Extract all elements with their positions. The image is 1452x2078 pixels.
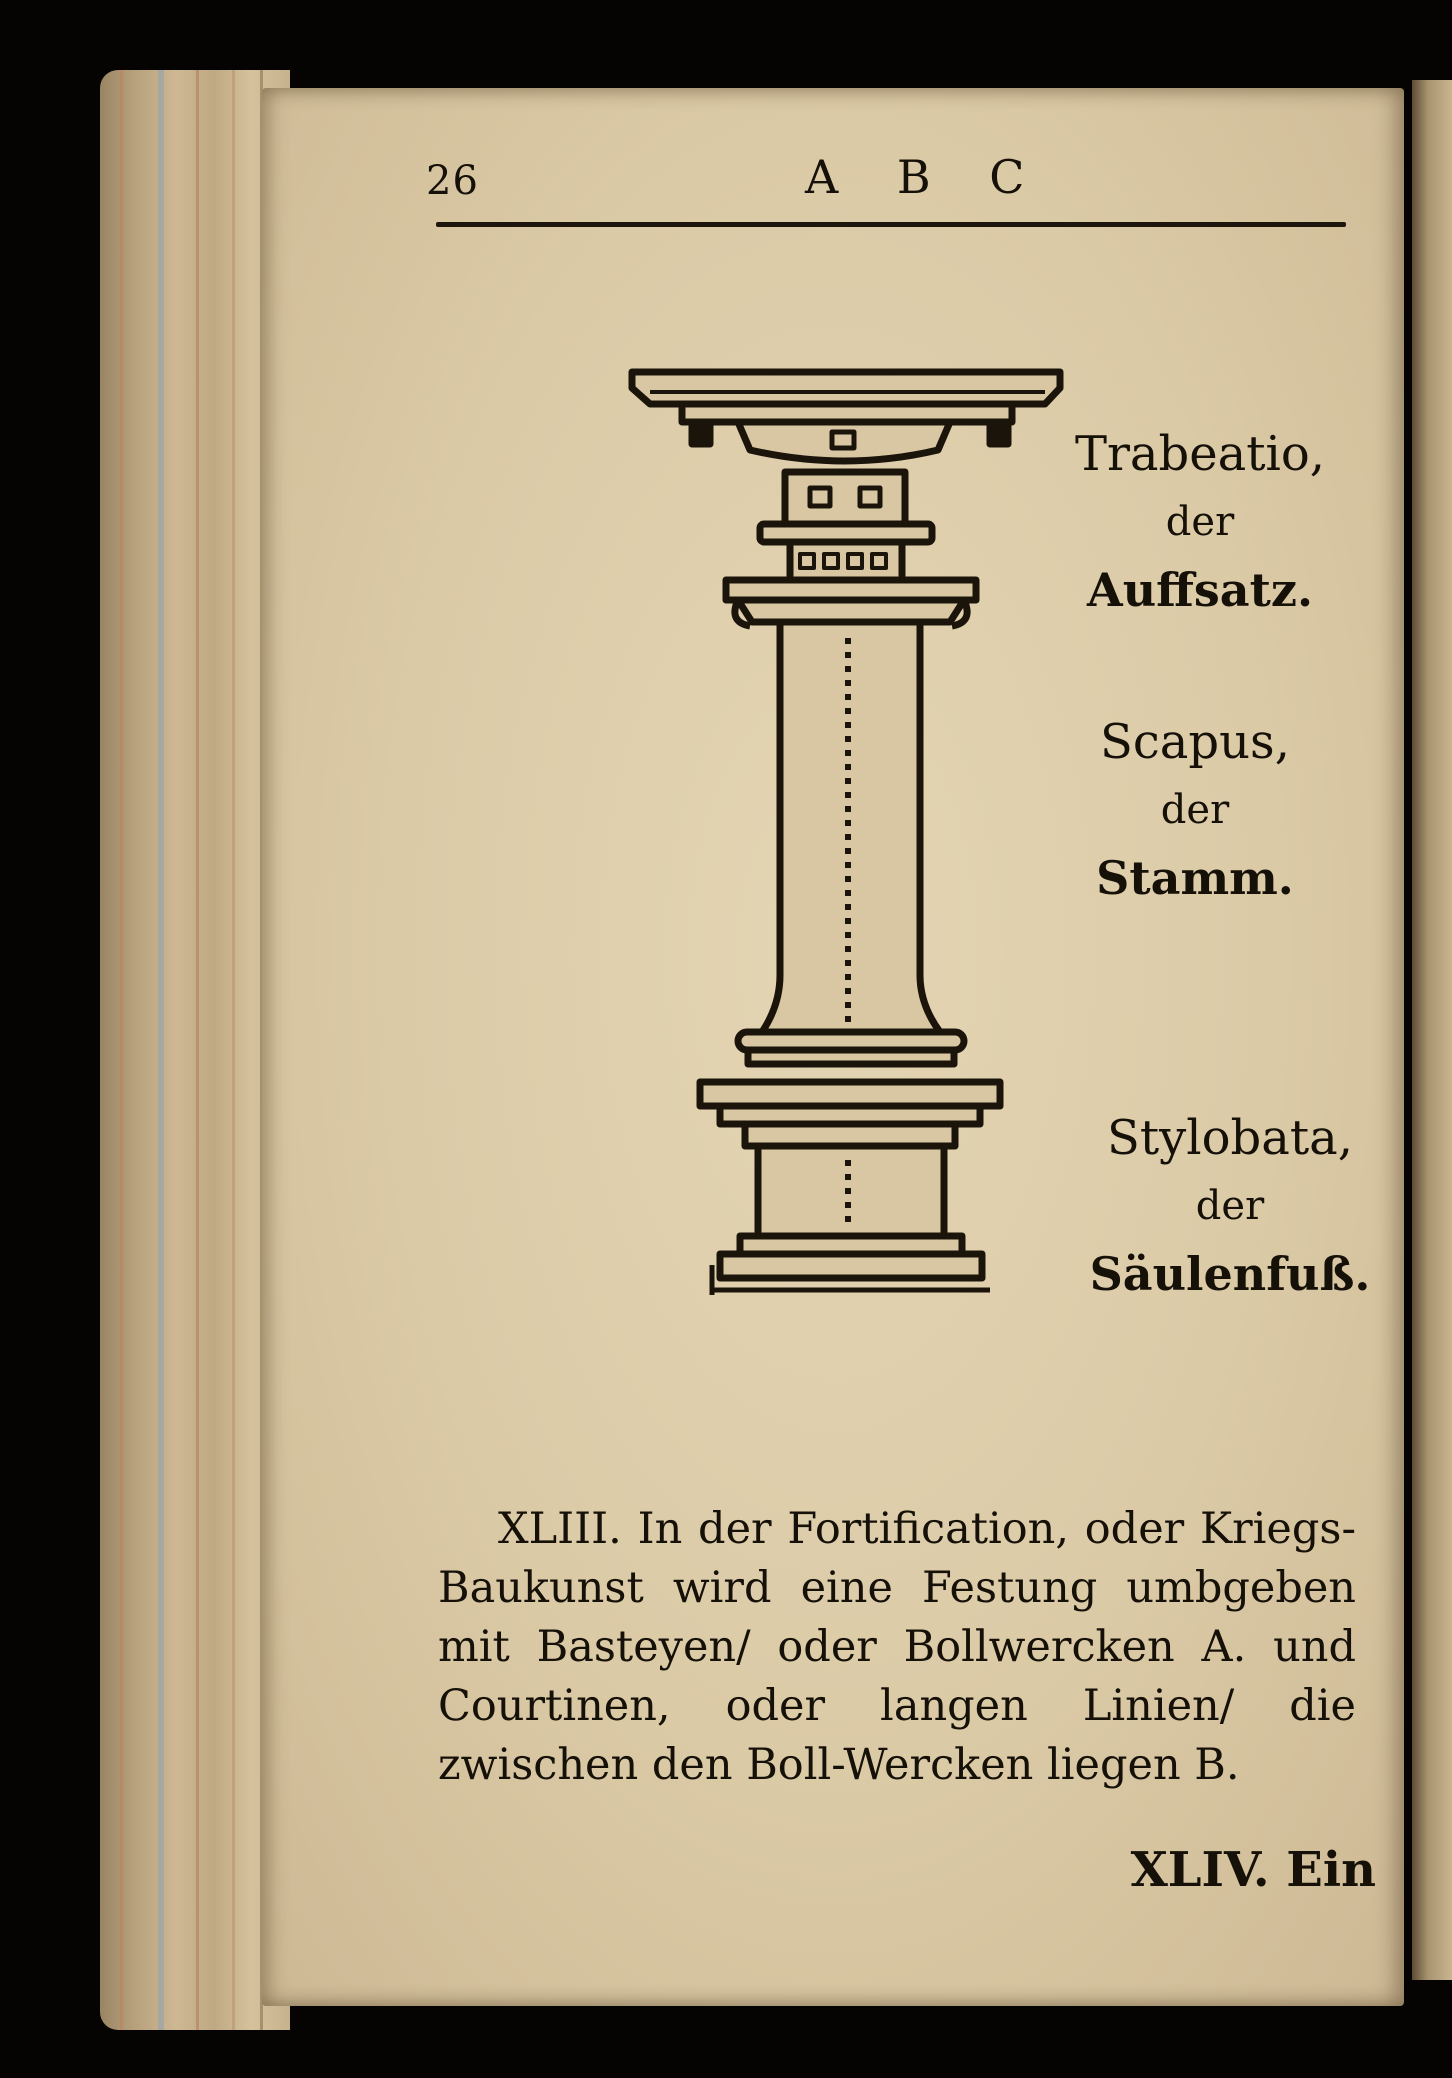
label-article: der	[1195, 1183, 1265, 1229]
body-paragraph	[438, 1500, 1356, 1795]
catchword: XLIV. Ein	[1130, 1842, 1376, 1898]
header-rule	[436, 222, 1346, 227]
label-trabeatio	[1050, 420, 1350, 624]
label-latin: Trabeatio,	[1074, 426, 1326, 482]
label-german: Auffsatz.	[1087, 563, 1313, 617]
label-scapus	[1080, 708, 1310, 912]
label-article: der	[1160, 787, 1230, 833]
column-woodcut-icon	[620, 360, 1080, 1360]
next-page-edge	[1412, 80, 1452, 1980]
label-latin: Scapus,	[1100, 714, 1290, 770]
label-stylobata	[1080, 1104, 1380, 1308]
running-head: A B C	[805, 150, 1047, 204]
page-number: 26	[426, 158, 479, 204]
label-latin: Stylobata,	[1106, 1110, 1354, 1166]
label-article: der	[1165, 499, 1235, 545]
label-german: Stamm.	[1096, 851, 1294, 905]
paragraph-text: XLIII. In der Fortification, oder Kriegs-Baukunst wird eine Festung umbgeben mit Basteyen/ oder Bollwercken A. und Courtinen, oder langen Linien/ die zwischen den Boll-Wercken liegen B.	[438, 1504, 1356, 1790]
label-german: Säulenfuß.	[1089, 1247, 1371, 1301]
